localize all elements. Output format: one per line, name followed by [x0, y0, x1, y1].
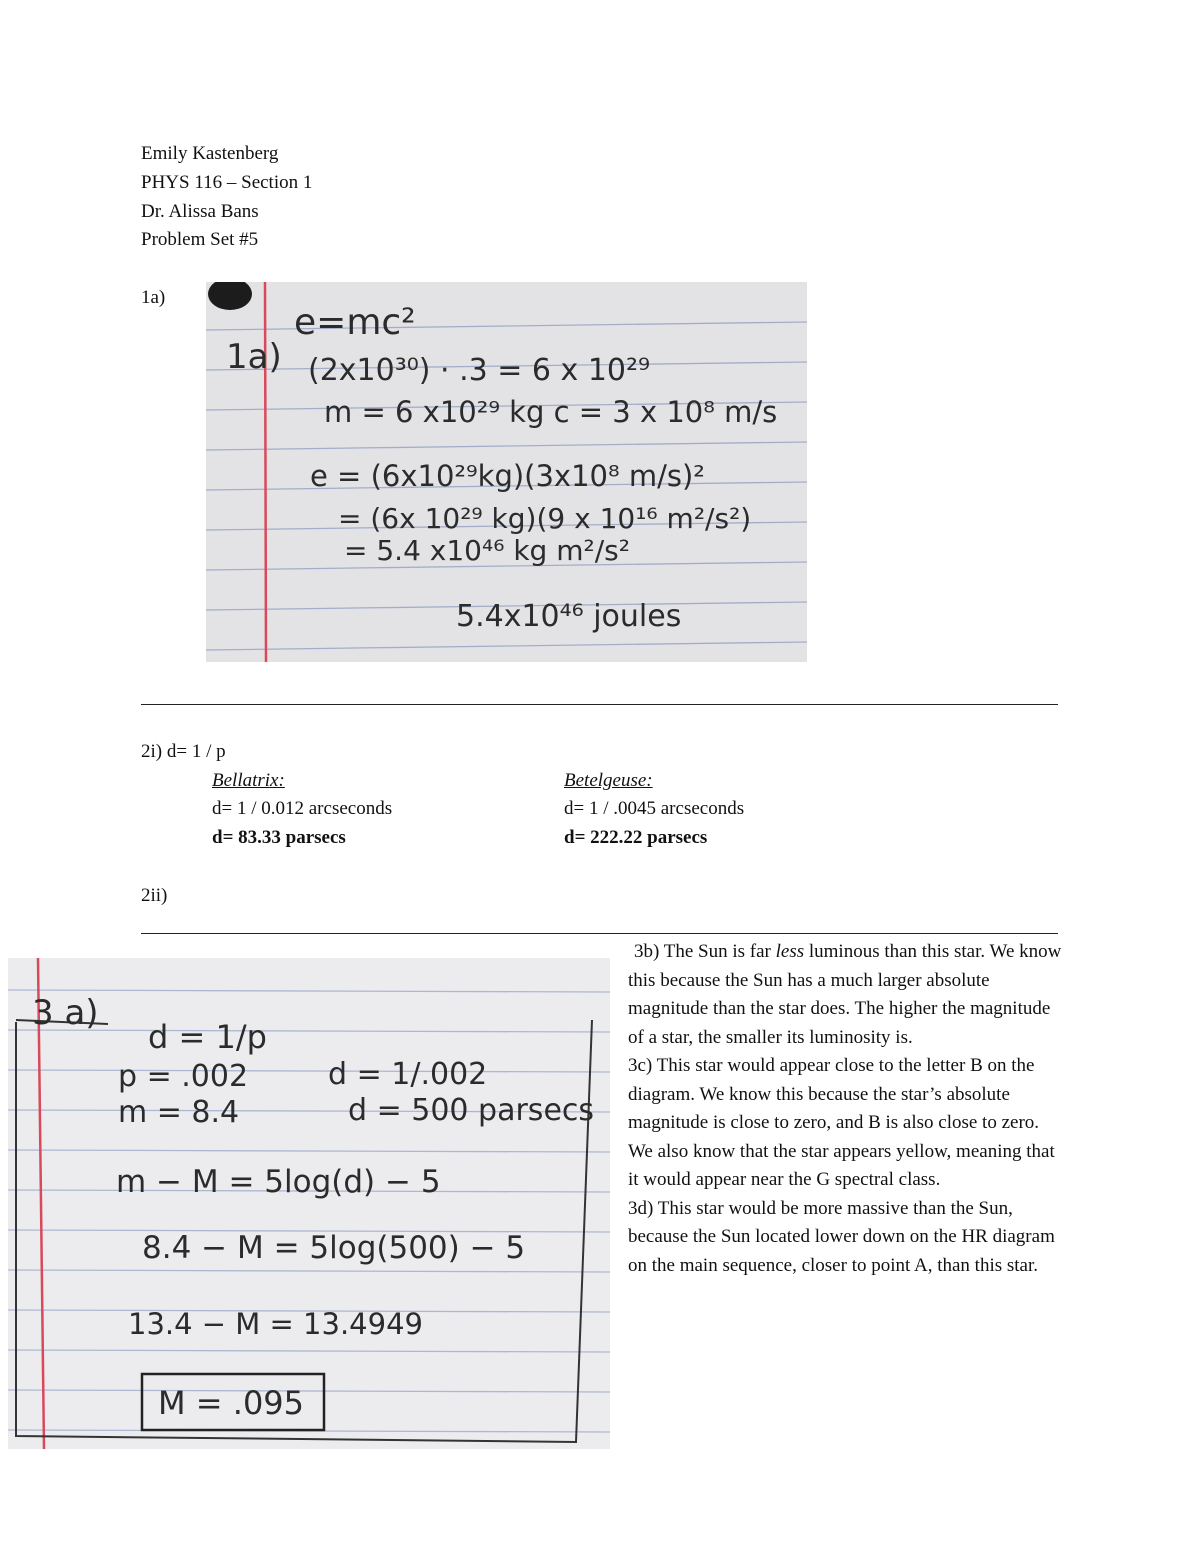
- q3-text-block: [628, 938, 1068, 1280]
- q1-label: 1a): [141, 287, 166, 308]
- q3b-paragraph: [628, 938, 1068, 1052]
- bellatrix-result: d= 83.33 parsecs: [212, 827, 346, 848]
- q3d-paragraph: 3d) This star would be more massive than the Sun, because the Sun located lower down on the HR diagram on the main sequence, closer to point A, than this star.: [628, 1197, 1055, 1276]
- q1-handwritten-photo: [206, 282, 807, 662]
- bellatrix-calc: d= 1 / 0.012 arcseconds: [212, 798, 393, 819]
- hw-line: m − M = 5log(d) − 5: [116, 1164, 441, 1200]
- betelgeuse-heading: Betelgeuse:: [564, 770, 653, 791]
- instructor-name: Dr. Alissa Bans: [141, 201, 259, 222]
- hw-line: 13.4 − M = 13.4949: [128, 1307, 423, 1341]
- hw-line: 5.4x10⁴⁶ joules: [456, 599, 682, 634]
- hw-line: d = 500 parsecs: [348, 1093, 595, 1128]
- q3a-handwritten-photo: [8, 958, 610, 1449]
- hw-line: (2x10³⁰) · .3 = 6 x 10²⁹: [308, 353, 651, 388]
- hw-line: M = .095: [158, 1384, 305, 1422]
- hw-line: p = .002: [118, 1059, 249, 1094]
- q2i-label: 2i) d= 1 / p: [141, 741, 226, 762]
- bellatrix-heading: Bellatrix:: [212, 770, 285, 791]
- hw-line: m = 8.4: [118, 1095, 240, 1130]
- assignment-title: Problem Set #5: [141, 229, 259, 250]
- q3c-paragraph: 3c) This star would appear close to the letter B on the diagram. We know this because the star’s absolute magnitude is close to zero, and B is also close to zero. We also know that the star appears yellow, meaning that it would appear near the G spectral class.: [628, 1055, 1055, 1190]
- betelgeuse-calc: d= 1 / .0045 arcseconds: [564, 798, 745, 819]
- hw-line: 8.4 − M = 5log(500) − 5: [142, 1230, 526, 1266]
- q3b-emphasis: less: [775, 941, 805, 962]
- hw-line: 1a): [226, 337, 282, 377]
- hw-line: d = 1/.002: [328, 1057, 488, 1092]
- student-name: Emily Kastenberg: [141, 143, 279, 164]
- q3b-text: 3b) The Sun is far: [634, 941, 776, 962]
- hw-line: = 5.4 x10⁴⁶ kg m²/s²: [344, 534, 630, 567]
- hw-line: 3 a): [32, 993, 99, 1033]
- betelgeuse-result: d= 222.22 parsecs: [564, 827, 708, 848]
- course-title: PHYS 116 – Section 1: [141, 172, 313, 193]
- hw-line: e = (6x10²⁹kg)(3x10⁸ m/s)²: [310, 459, 705, 493]
- q3b-text: luminous than this star. We know this because the Sun has a much larger absolute magnitude than the star does. The higher the magnitude of a star, the smaller its luminosity is.: [628, 941, 1062, 1048]
- divider: [141, 933, 1058, 934]
- hw-line: = (6x 10²⁹ kg)(9 x 10¹⁶ m²/s²): [338, 502, 752, 535]
- hw-line: d = 1/p: [148, 1018, 267, 1056]
- divider: [141, 704, 1058, 705]
- hw-line: e=mc²: [294, 302, 416, 343]
- hw-line: m = 6 x10²⁹ kg c = 3 x 10⁸ m/s: [324, 395, 778, 429]
- q2ii-label: 2ii): [141, 885, 168, 906]
